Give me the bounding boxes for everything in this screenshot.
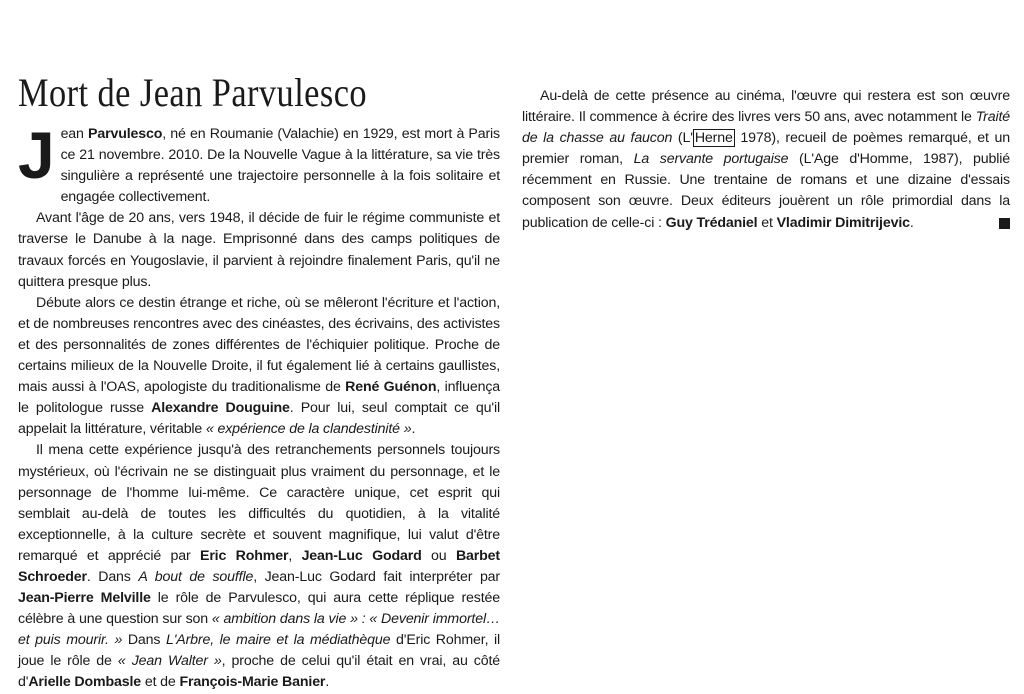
end-of-article-square (999, 218, 1010, 229)
paragraph-4: Il mena cette expérience jusqu'à des retranchements personnels toujours mystérieux, où l'écrivain ne se distinguait plus vraiment du personnage, et le personnage de l'homme lui-même. Ce caractère unique, cet esprit qui semblait au-delà de toutes les difficultés du quotidien, à la vitalité exceptionnelle, à la culture secrète et souvent magnifique, lui valut d'être remarqué et apprécié par Eric Rohmer, Jean-Luc Godard ou Barbet Schroeder. Dans A bout de souffle, Jean-Luc Godard fait interpréter par Jean-Pierre Melville le rôle de Parvulesco, qui aura cette réplique restée célèbre à une question sur son « ambition dans la vie » : « Devenir immortel… et puis mourir. » Dans L'Arbre, le maire et la médiathèque d'Eric Rohmer, il joue le rôle de « Jean Walter », proche de celui qu'il était en vrai, au côté d'Arielle Dombasle et de François-Marie Banier. (18, 442, 501, 691)
quote-ambition: « ambition dans la vie » : « Devenir immortel… et puis mourir. » (18, 611, 500, 649)
name-tredaniel: Guy Trédaniel (665, 214, 758, 231)
paragraph-1: Jean Parvulesco, né en Roumanie (Valachie) en 1929, est mort à Paris ce 21 novembre. 2010. De la Nouvelle Vague à la littérature, sa vie très singulière a représenté une trajectoire personnelle à la fois solitaire et engagée collectivement. (18, 118, 500, 206)
name-douguine: Alexandre Douguine (151, 400, 290, 417)
left-column (18, 68, 500, 694)
left-column-text (18, 118, 501, 694)
name-parvulesco: Parvulesco (88, 126, 163, 142)
name-godard: Jean-Luc Godard (301, 547, 422, 564)
role-jean-walter: « Jean Walter » (117, 653, 222, 670)
right-column (522, 86, 1010, 234)
name-schroeder: Barbet Schroeder (18, 547, 500, 585)
film-a-bout-de-souffle: A bout de souffle (138, 568, 254, 585)
quote-clandestinite: « expérience de la clandestinité » (205, 421, 412, 438)
right-column-text (522, 86, 1010, 234)
name-rohmer: Eric Rohmer (200, 547, 289, 564)
paragraph-3: Débute alors ce destin étrange et riche, où se mêleront l'écriture et l'action, et de nombreuses rencontres avec des cinéastes, des écrivains, des activistes et des personnalités de zones différentes de l'échiquier politique. Proche de certains milieux de la Nouvelle Droite, il fut également lié à certains gaullistes, mais aussi à l'OAS, apologiste du traditionalisme de René Guénon, influença le politologue russe Alexandre Douguine. Pour lui, seul comptait ce qu'il appelait la littérature, véritable « expérience de la clandestinité ». (18, 294, 501, 438)
name-dimitrijevic: Vladimir Dimitrijevic (776, 214, 910, 231)
paragraph-5: Au-delà de cette présence au cinéma, l'œuvre qui restera est son œuvre littéraire. Il commence à écrire des livres vers 50 ans, avec notamment le Traité de la chasse au faucon (L' Herne 1978), recueil de poèmes remarqué, et un premier roman, La servante portugaise (L'Age d'Homme, 1987), publié récemment en Russie. Une trentaine de romans et une dizaine d'essais composent son œuvre. Deux éditeurs jouèrent un rôle primordial dans la publication de celle-ci : Guy Trédaniel et Vladimir Dimitrijevic. (522, 88, 1011, 231)
name-melville: Jean-Pierre Melville (18, 590, 151, 607)
publisher-herne-boxed: Herne (694, 130, 733, 147)
name-banier: François-Marie Banier (179, 674, 326, 691)
film-larbre: L'Arbre, le maire et la médiathèque (166, 632, 391, 649)
book-servante: La servante portugaise (633, 151, 789, 168)
book-traite: Traité de la chasse au faucon (522, 109, 1010, 147)
drop-cap: J (18, 118, 55, 192)
paragraph-2: Avant l'âge de 20 ans, vers 1948, il décide de fuir le régime communiste et traverse le Danube à la nage. Emprisonné dans des camps politiques de travaux forcés en Yougoslavie, il parvient à rejoindre finalement Paris, qu'il ne quittera presque plus. (18, 210, 500, 290)
name-guenon: René Guénon (345, 379, 437, 396)
article-title: Mort de Jean Parvulesco (18, 70, 368, 115)
name-dombasle: Arielle Dombasle (28, 674, 142, 691)
